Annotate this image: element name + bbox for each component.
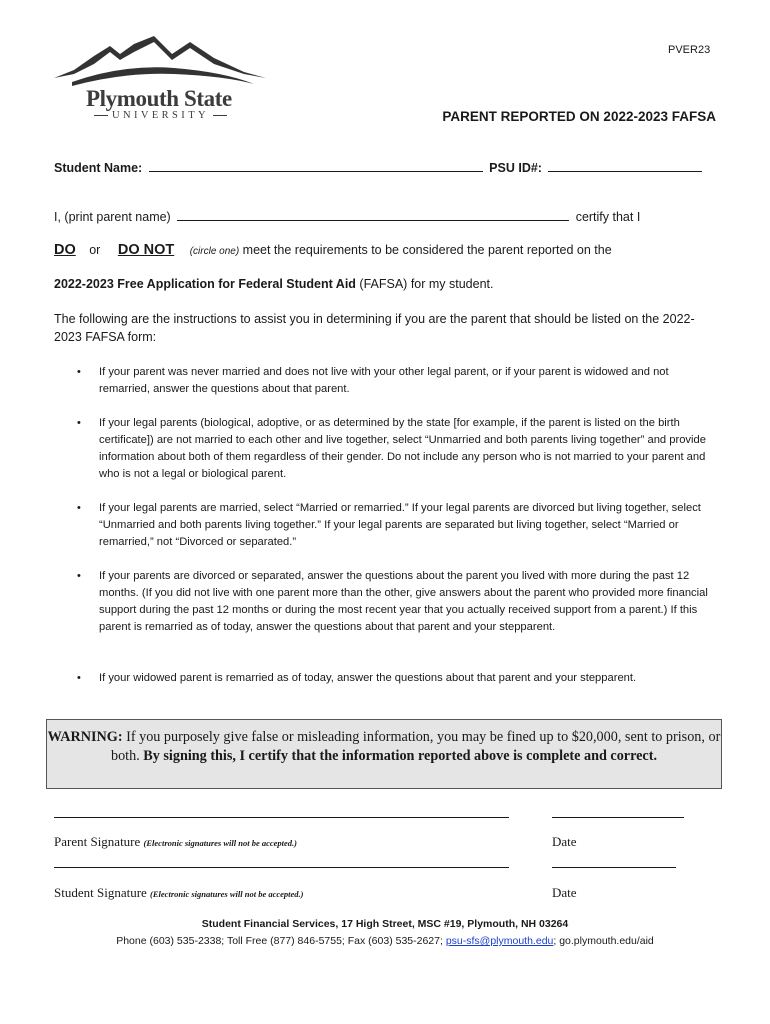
footer-address: Student Financial Services, 17 High Street, MSC #19, Plymouth, NH 03264 [201, 918, 569, 930]
or-text: or [89, 243, 101, 257]
student-date-line[interactable] [552, 867, 676, 868]
student-signature-line[interactable] [54, 867, 509, 868]
parent-date-label: Date [552, 834, 577, 849]
fafsa-line [54, 277, 494, 291]
list-item: • If your widowed parent is remarried as of today, answer the questions about that parent and your stepparent. [54, 670, 714, 687]
instructions-list [54, 364, 714, 687]
fafsa-bold-text: 2022-2023 Free Application for Federal Student Aid [54, 277, 356, 291]
certify-text: certify that I [575, 210, 641, 224]
parent-name-row [54, 207, 640, 224]
parent-signature-note: (Electronic signatures will not be accepted.) [143, 838, 298, 848]
bullet-icon: • [77, 672, 81, 684]
student-signature-note: (Electronic signatures will not be accepted.) [150, 889, 304, 899]
university-logo [54, 34, 266, 126]
parent-name-field[interactable] [177, 207, 569, 221]
form-code: PVER23 [668, 44, 711, 56]
bullet-icon: • [77, 502, 81, 514]
footer-email-link[interactable]: psu-sfs@plymouth.edu [445, 935, 554, 947]
student-name-label: Student Name: [54, 161, 143, 175]
fafsa-rest-text: (FAFSA) for my student. [359, 277, 494, 291]
student-signature-label: Student Signature [54, 885, 147, 900]
mountain-logo-icon [54, 34, 266, 90]
student-name-field[interactable] [149, 158, 483, 172]
do-option[interactable]: DO [54, 242, 76, 258]
psu-id-label: PSU ID#: [489, 161, 542, 175]
parent-signature-caption [54, 834, 297, 850]
student-signature-caption [54, 885, 304, 901]
choice-row [54, 242, 612, 258]
footer-web: ; go.plymouth.edu/aid [553, 935, 654, 947]
meet-requirements-text: meet the requirements to be considered the parent reported on the [242, 243, 612, 257]
footer-phone: Phone (603) 535-2338; Toll Free (877) 846-5755; Fax (603) 535-2627; [116, 935, 443, 947]
list-item: • If your legal parents are married, select “Married or remarried.” If your legal parents are divorced but living together, select “Unmarried and both parents living together.” If your legal parents are separated but living together, select “Married or remarried,” not “Divorced or separated.” [77, 502, 701, 548]
logo-subtitle: UNIVERSITY [90, 110, 231, 121]
bullet-icon: • [77, 417, 81, 429]
intro-paragraph: The following are the instructions to assist you in determining if you are the parent that should be listed on the 2022-2023 FAFSA form: [54, 312, 695, 344]
logo-name: Plymouth State [86, 86, 232, 111]
parent-signature-line[interactable] [54, 817, 509, 818]
list-item: • If your parent was never married and does not live with your other legal parent, or if your parent is widowed and not remarried, answer the questions about that parent. [77, 366, 669, 395]
do-not-option[interactable]: DO NOT [117, 242, 175, 258]
bullet-icon: • [77, 570, 81, 582]
warning-box [46, 719, 722, 789]
bullet-icon: • [77, 366, 81, 378]
student-info-row [54, 158, 705, 175]
student-date-label: Date [552, 885, 577, 900]
parent-signature-label: Parent Signature [54, 834, 141, 849]
list-item: • If your parents are divorced or separated, answer the questions about the parent you lived with more during the past 12 months. (If you did not live with one parent more than the other, give answers about the parent who provided more financial support during the past 12 months or during the most recent year that you actually received support from a parent.) If this parent is remarried as of today, answer the questions about that parent and your stepparent. [77, 570, 708, 633]
psu-id-field[interactable] [548, 158, 702, 172]
warning-certify: By signing this, I certify that the information reported above is complete and correct. [143, 748, 658, 764]
footer-contact [0, 935, 770, 947]
document-title: PARENT REPORTED ON 2022-2023 FAFSA [442, 109, 716, 124]
parent-date-line[interactable] [552, 817, 684, 818]
print-parent-label: I, (print parent name) [54, 210, 171, 224]
circle-hint: (circle one) [189, 246, 240, 257]
warning-text: If you purposely give false or misleading information, you may be fined up to $20,000, sent to prison, or both. [110, 729, 721, 764]
warning-label: WARNING: [47, 729, 123, 745]
list-item: • If your legal parents (biological, adoptive, or as determined by the state [for example, if the parent is listed on the birth certificate]) are not married to each other and live together, select “Unmarried and both parents living together” and provide information about both of them regardless of their gender. Do not include any person who is not married to your parent and who is not a legal or biological parent. [77, 417, 706, 480]
